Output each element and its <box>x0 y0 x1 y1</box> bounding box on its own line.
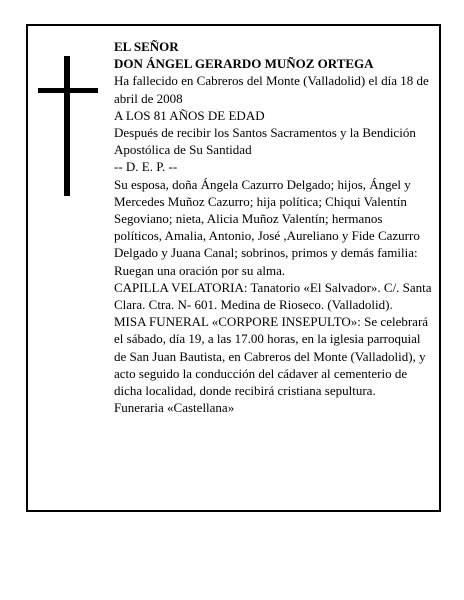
mass-info: MISA FUNERAL «CORPORE INSEPULTO»: Se celebrará el sábado, día 19, a las 17.00 horas, en la iglesia parroquial de San Juan Bautista, en Cabreros del Monte (Valladolid), y acto seguido la conducción del cádaver al cementerio de dicha localidad, donde recibirá cristiana sepultura. <box>114 314 429 399</box>
chapel-info: CAPILLA VELATORIA: Tanatorio «El Salvador». C/. Santa Clara. Ctra. N- 601. Medina de Rioseco. (Valladolid). <box>114 279 432 313</box>
obituary-text <box>114 38 432 416</box>
deceased-name: DON ÁNGEL GERARDO MUÑOZ ORTEGA <box>114 56 374 72</box>
prayer-request: Ruegan una oración por su alma. <box>114 262 286 278</box>
age-statement: A LOS 81 AÑOS DE EDAD <box>114 107 265 123</box>
cross-horizontal-bar <box>38 88 98 93</box>
family-list: Su esposa, doña Ángela Cazurro Delgado; hijos, Ángel y Mercedes Muñoz Cazurro; hija política; Chiqui Valentín Segoviano; nieta, Alicia Muñoz Valentín; hermanos políticos, Amalia, Antonio, José ,Aureliano y Fide Cazurro Delgado y Juana Canal; sobrinos, primos y demás familia: <box>114 176 420 261</box>
rip-line: -- D. E. P. -- <box>114 159 178 175</box>
sacraments-statement: Después de recibir los Santos Sacramentos y la Bendición Apostólica de Su Santidad <box>114 125 416 158</box>
death-statement: Ha fallecido en Cabreros del Monte (Valladolid) el día 18 de abril de 2008 <box>114 73 429 106</box>
funeral-home: Funeraria «Castellana» <box>114 400 235 416</box>
cross-vertical-bar <box>64 56 70 196</box>
cross-icon <box>38 56 98 196</box>
obituary-title: EL SEÑOR <box>114 39 179 54</box>
